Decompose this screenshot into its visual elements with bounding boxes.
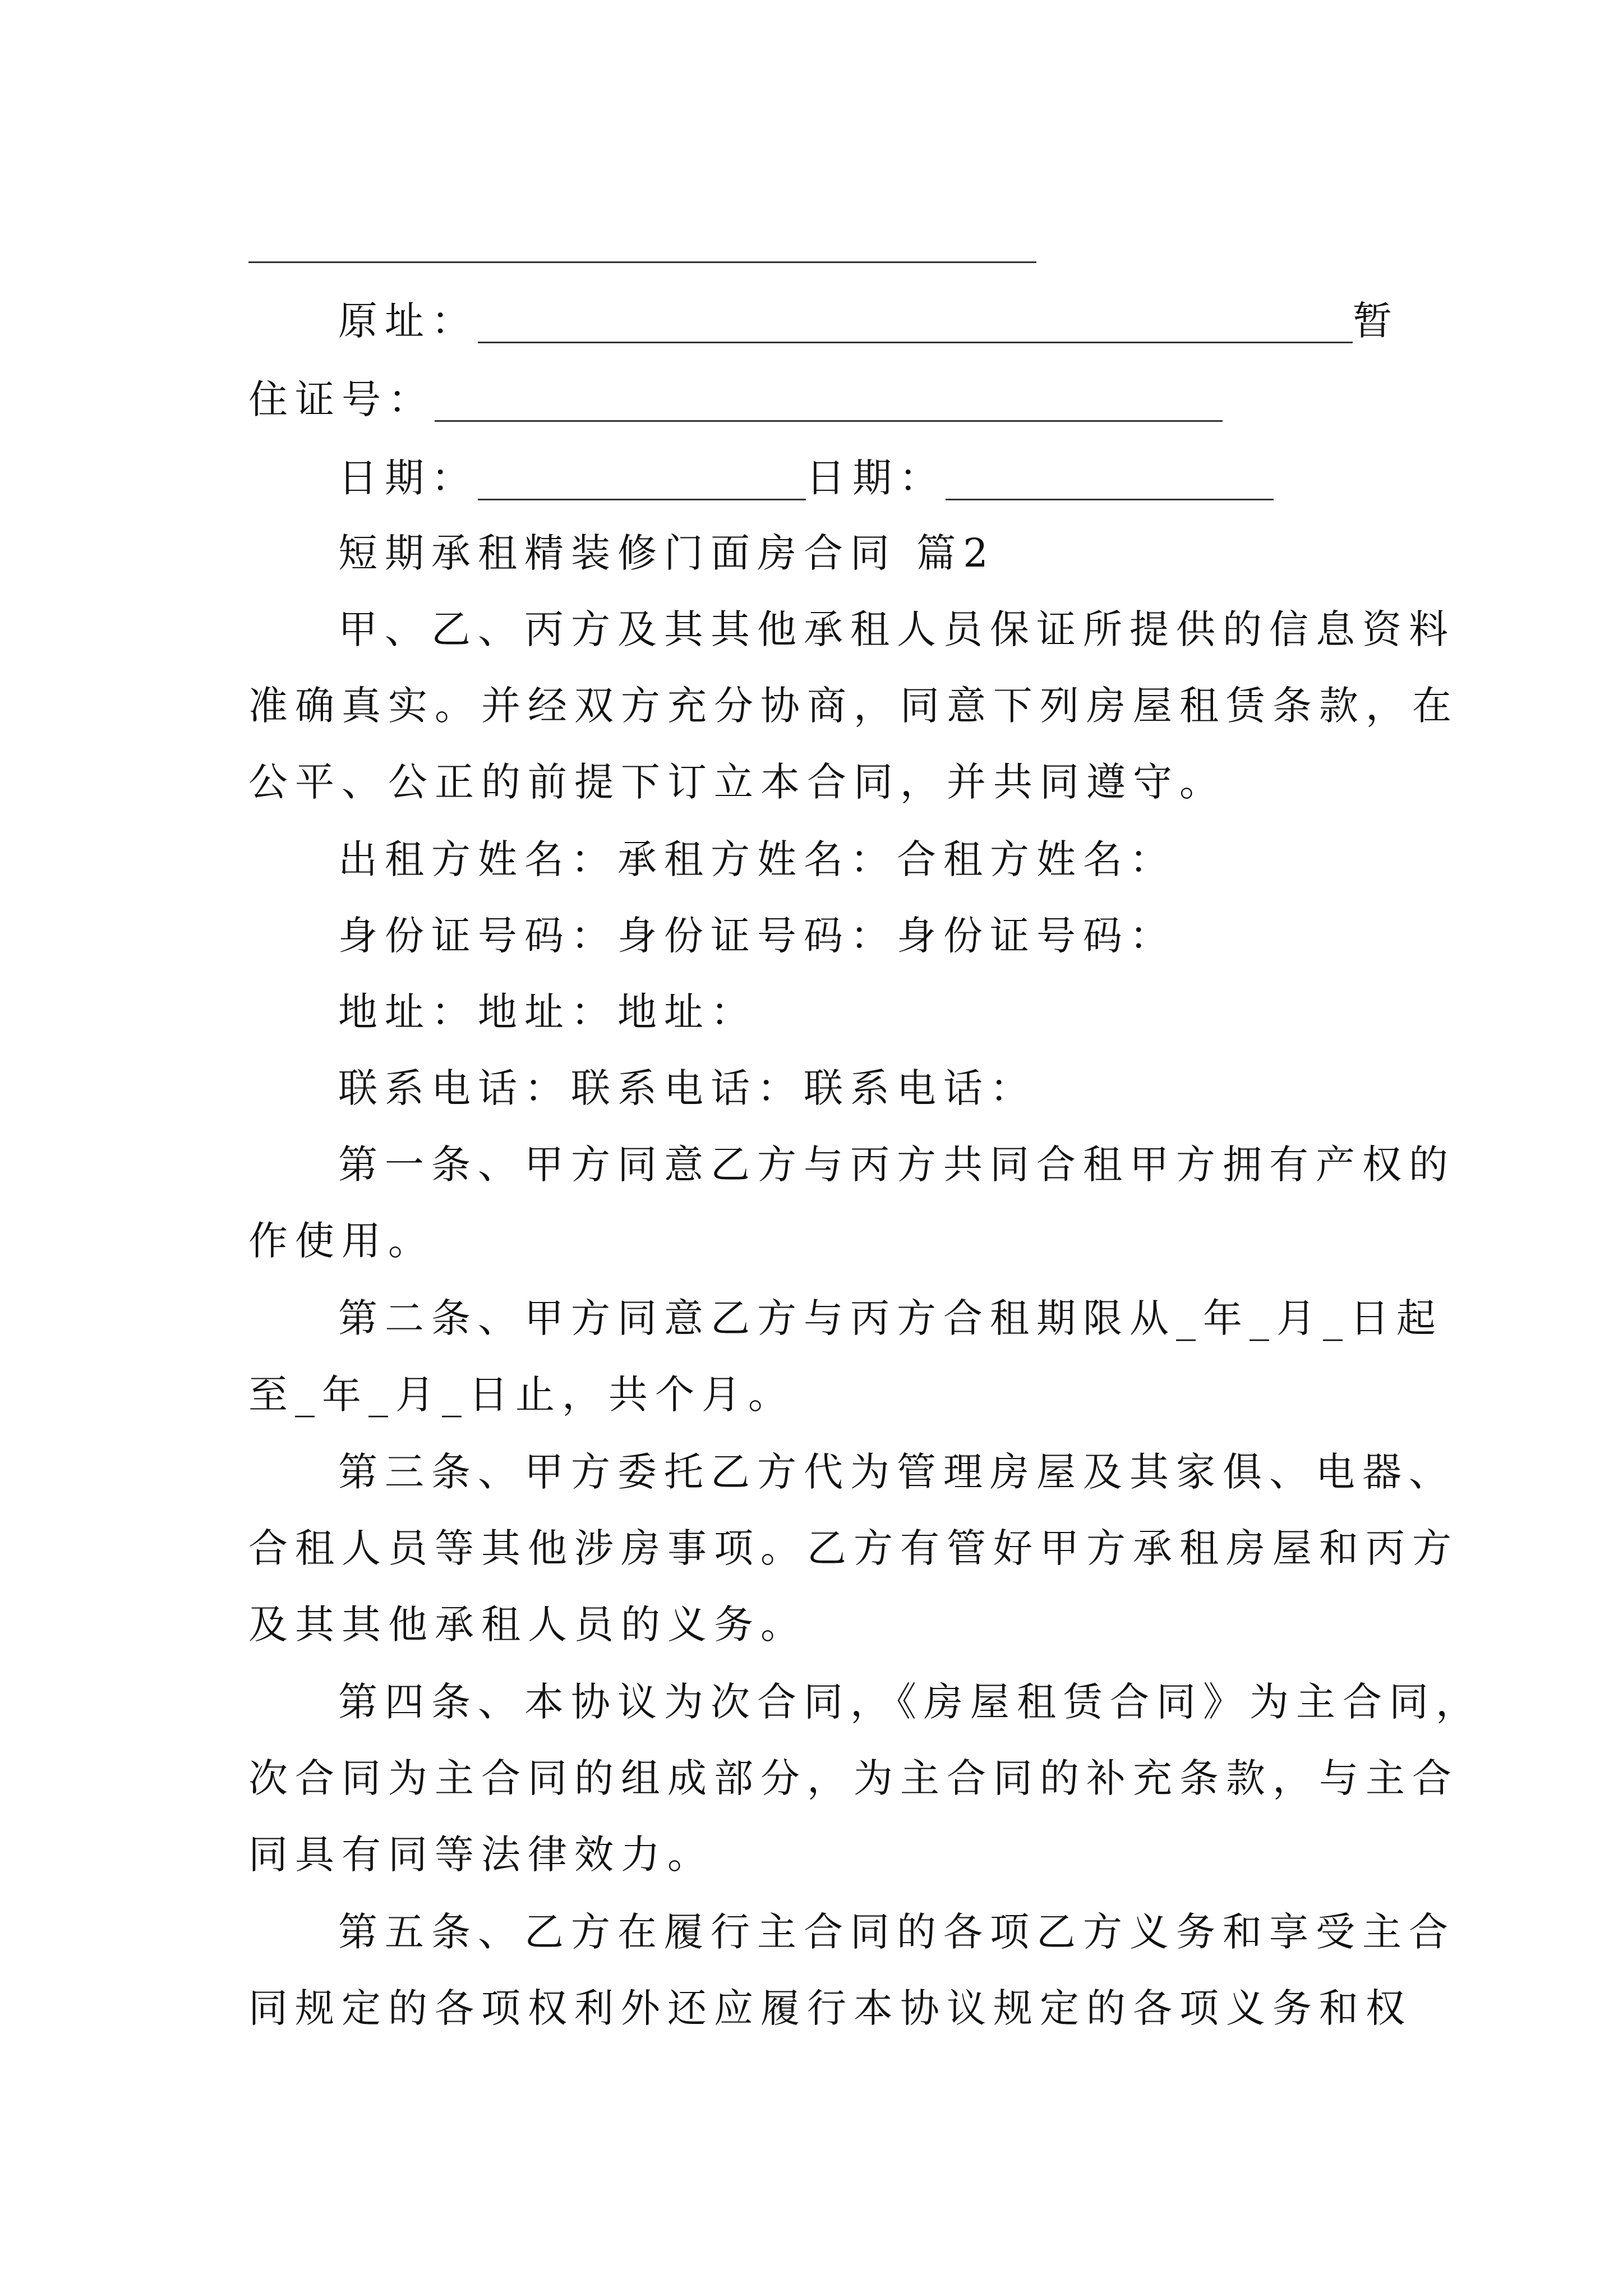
paragraph-line: 准确真实。并经双方充分协商，同意下列房屋租赁条款，在 [248,683,1459,729]
residence-permit-label: 住证号： [248,376,435,422]
paragraph-line: 同具有同等法律效力。 [248,1832,714,1878]
residence-permit-line [248,377,1387,422]
paragraph-line: 至_年_月_日止，共个月。 [248,1372,795,1418]
date-line [338,455,1387,500]
date-blank-1 [478,465,806,500]
paragraph-line: 联系电话：联系电话：联系电话： [338,1065,1036,1111]
paragraph-line: 作使用。 [248,1218,435,1264]
paragraph-line: 及其其他承租人员的义务。 [248,1602,807,1648]
paragraph-line: 第四条、本协议为次合同，《房屋租赁合同》为主合同， [338,1679,1482,1725]
paragraph-line: 第二条、甲方同意乙方与丙方合租期限从_年_月_日起 [338,1295,1443,1341]
paragraph-line: 出租方姓名：承租方姓名：合租方姓名： [338,836,1176,882]
date-label-1: 日期： [338,455,478,501]
top-blank-rule [248,261,1036,263]
temp-label: 暂 [1353,298,1399,344]
residence-permit-blank [435,386,1223,422]
paragraph-line: 次合同为主合同的组成部分，为主合同的补充条款，与主合 [248,1755,1459,1801]
paragraph-line: 地址：地址：地址： [338,989,757,1035]
paragraph-line: 同规定的各项权利外还应履行本协议规定的各项义务和权 [248,1985,1412,2031]
section-title: 短期承租精装修门面房合同 篇2 [338,530,995,576]
paragraph-line: 公平、公正的前提下订立本合同，并共同遵守。 [248,759,1226,805]
paragraph-line: 合租人员等其他涉房事项。乙方有管好甲方承租房屋和丙方 [248,1525,1459,1571]
address-blank [478,308,1353,343]
paragraph-line: 第三条、甲方委托乙方代为管理房屋及其家俱、电器、 [338,1449,1455,1495]
date-label-2: 日期： [806,455,946,501]
paragraph-line: 身份证号码：身份证号码：身份证号码： [338,913,1176,959]
address-line [338,298,1399,344]
paragraph-line: 第一条、甲方同意乙方与丙方共同合租甲方拥有产权的 [338,1142,1455,1188]
paragraph-line: 甲、乙、丙方及其其他承租人员保证所提供的信息资料 [338,606,1455,652]
address-label: 原址： [338,298,478,344]
date-blank-2 [946,465,1274,500]
paragraph-line: 第五条、乙方在履行主合同的各项乙方义务和享受主合 [338,1909,1455,1955]
